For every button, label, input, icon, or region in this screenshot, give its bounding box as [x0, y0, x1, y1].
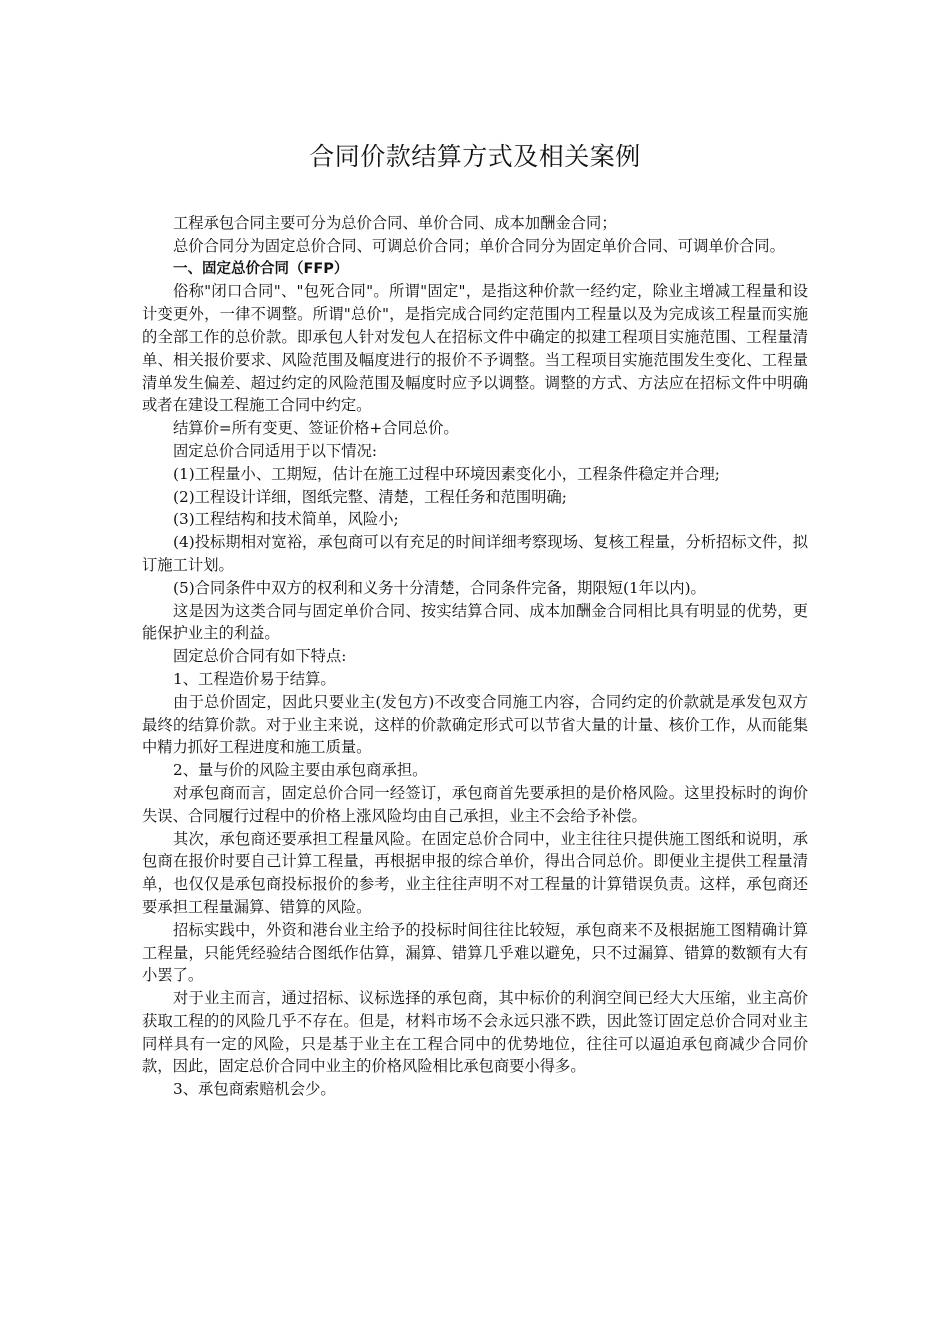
paragraph: 俗称"闭口合同"、"包死合同"。所谓"固定"，是指这种价款一经约定，除业主增减工程量和设计变更外，一律不调整。所谓"总价"，是指完成合同约定范围内工程量以及为完成该工程量而实施的全部工作的总价款。即承包人针对发包人在招标文件中确定的拟建工程项目实施范围、工程量清单、相关报价要求、风险范围及幅度进行的报价不予调整。当工程项目实施范围发生变化、工程量清单发生偏差、超过约定的风险范围及幅度时应予以调整。调整的方式、方法应在招标文件中明确或者在建设工程施工合同中约定。: [142, 282, 808, 415]
paragraph: 固定总价合同适用于以下情况:: [173, 441, 378, 460]
list-item: (5)合同条件中双方的权利和义务十分清楚，合同条件完备，期限短(1年以内)。: [173, 578, 706, 597]
list-item: (4)投标期相对宽裕，承包商可以有充足的时间详细考察现场、复核工程量，分析招标文件，拟订施工计划。: [142, 533, 808, 574]
paragraph: 总价合同分为固定总价合同、可调总价合同；单价合同分为固定单价合同、可调单价合同。: [173, 236, 785, 255]
paragraph: 固定总价合同有如下特点:: [173, 647, 347, 666]
section-heading: 一、固定总价合同（FFP）: [173, 260, 349, 277]
paragraph: 结算价=所有变更、签证价格+合同总价。: [173, 419, 459, 438]
paragraph: 工程承包合同主要可分为总价合同、单价合同、成本加酬金合同；: [173, 214, 617, 232]
paragraph: 这是因为这类合同与固定单价合同、按实结算合同、成本加酬金合同相比具有明显的优势，更能保护业主的利益。: [142, 601, 808, 643]
document-title: 合同价款结算方式及相关案例: [309, 141, 641, 171]
paragraph: 对于业主而言，通过招标、议标选择的承包商，其中标价的利润空间已经大大压缩，业主高价获取工程的的风险几乎不存在。但是，材料市场不会永远只涨不跌，因此签订固定总价合同对业主同样具有一定的风险，只是基于业主在工程合同中的优势地位，往往可以逼迫承包商减少合同价款，因此，固定总价合同中业主的价格风险相比承包商要小得多。: [142, 989, 808, 1076]
list-item: (3)工程结构和技术简单，风险小;: [173, 510, 399, 529]
document-body: [142, 212, 808, 1101]
list-item: (2)工程设计详细，图纸完整、清楚，工程任务和范围明确;: [173, 487, 567, 506]
list-item: (1)工程量小、工期短，估计在施工过程中环境因素变化小，工程条件稳定并合理;: [173, 464, 720, 483]
paragraph: 由于总价固定，因此只要业主(发包方)不改变合同施工内容，合同约定的价款就是承发包双方最终的结算价款。对于业主来说，这样的价款确定形式可以节省大量的计量、核价工作，从而能集中精力抓好工程进度和施工质量。: [142, 692, 808, 757]
paragraph: 其次，承包商还要承担工程量风险。在固定总价合同中，业主往往只提供施工图纸和说明，承包商在报价时要自己计算工程量，再根据申报的综合单价，得出合同总价。即便业主提供工程量清单，也仅仅是承包商投标报价的参考，业主往往声明不对工程量的计算错误负责。这样，承包商还要承担工程量漏算、错算的风险。: [142, 829, 808, 916]
paragraph: 对承包商而言，固定总价合同一经签订，承包商首先要承担的是价格风险。这里投标时的询价失误、合同履行过程中的价格上涨风险均由自己承担，业主不会给予补偿。: [142, 783, 808, 825]
subheading: 3、承包商索赔机会少。: [173, 1080, 336, 1099]
paragraph: 招标实践中，外资和港台业主给予的投标时间往往比较短，承包商来不及根据施工图精确计算工程量，只能凭经验结合图纸作估算，漏算、错算几乎难以避免，只不过漏算、错算的数额有大有小罢了。: [142, 920, 808, 985]
subheading: 2、量与价的风险主要由承包商承担。: [173, 761, 428, 780]
subheading: 1、工程造价易于结算。: [173, 669, 336, 688]
